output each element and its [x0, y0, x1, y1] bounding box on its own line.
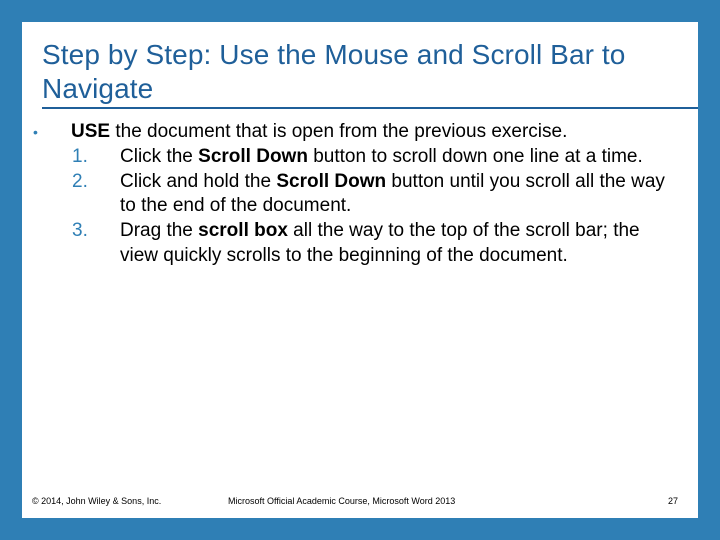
- step-text-part: button to scroll down one line at a time.: [307, 145, 643, 167]
- step-number: 1.: [72, 145, 88, 167]
- step-text: [120, 219, 690, 269]
- footer-course: Microsoft Official Academic Course, Microsoft Word 2013: [228, 496, 456, 506]
- step-text: [120, 145, 690, 170]
- bullet-bold-text: USE: [71, 121, 111, 142]
- step-item: [72, 170, 690, 220]
- footer-copyright: © 2014, John Wiley & Sons, Inc.: [32, 496, 162, 506]
- bullet-plain-text: the document that is open from the previous exercise.: [110, 121, 568, 142]
- step-bold-text: Scroll Down: [276, 170, 387, 192]
- step-number: 2.: [72, 170, 88, 192]
- step-item: [72, 219, 690, 269]
- title-divider: [42, 107, 698, 109]
- slide-content: [30, 120, 690, 269]
- step-bold-text: scroll box: [198, 220, 288, 242]
- step-list: [30, 145, 690, 269]
- bullet-text: [71, 120, 690, 145]
- footer-page-number: 27: [667, 496, 678, 506]
- bullet-item: [30, 120, 690, 145]
- bullet-dot-icon: •: [33, 124, 38, 140]
- step-text-part: button until you scroll all the way to the end of the document.: [120, 170, 665, 217]
- step-number: 3.: [72, 220, 88, 242]
- step-text-part: Click and hold the: [120, 170, 277, 192]
- step-item: [72, 145, 690, 170]
- step-text-part: Click the: [120, 145, 199, 167]
- step-text-part: Drag the: [120, 220, 199, 242]
- slide: [22, 22, 698, 518]
- step-bold-text: Scroll Down: [198, 145, 308, 167]
- step-text: [120, 170, 690, 220]
- slide-title: Step by Step: Use the Mouse and Scroll Bar to Navigate: [42, 39, 626, 104]
- step-text-part: all the way to the top of the scroll bar; the view quickly scrolls to the beginning of the document.: [120, 220, 640, 266]
